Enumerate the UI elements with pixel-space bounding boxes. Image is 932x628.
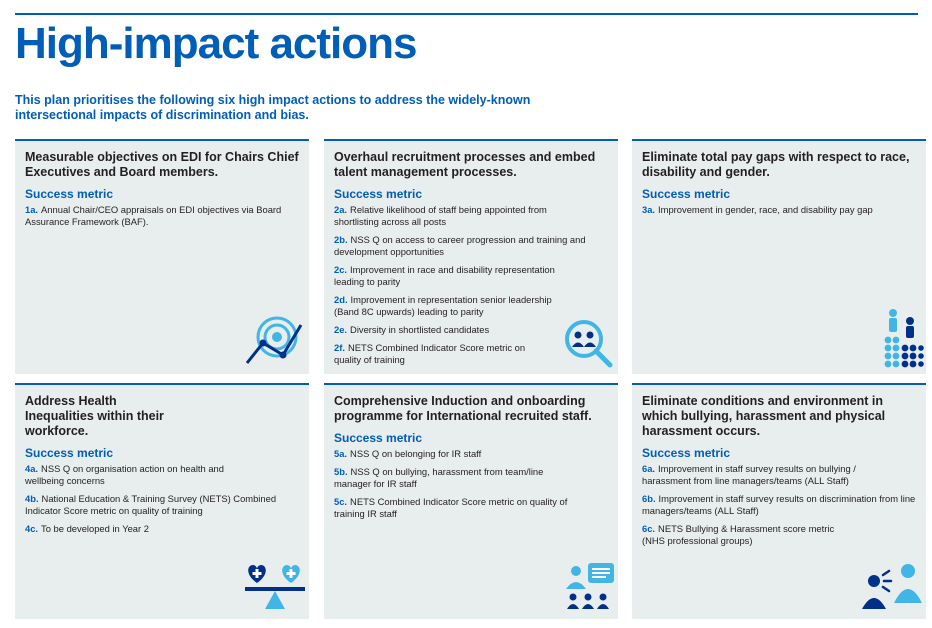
metric-number: 4b. [25,493,39,504]
metric-text: NSS Q on bullying, harassment from team/line manager for IR staff [334,466,544,489]
presenter-audience-icon [564,561,616,613]
metric-number: 6c. [642,523,656,534]
action-card-2 [324,139,618,374]
action-card-3 [632,139,926,374]
card-title: Measurable objectives on EDI for Chairs Chief Executives and Board members. [25,150,299,179]
metric-text: Improvement in representation senior leadership (Band 8C upwards) leading to parity [334,294,552,317]
metric-text: NETS Bullying & Harassment score metric (NHS professional groups) [642,523,835,546]
metric-item [334,496,579,520]
metric-text: NETS Combined Indicator Score metric on quality of training [334,342,526,365]
action-card-6 [632,383,926,619]
magnifier-people-icon [564,319,614,369]
target-graph-icon [243,315,305,367]
header-rule [15,13,918,15]
metric-item [25,204,299,228]
action-card-4 [15,383,309,619]
metric-item [334,324,564,336]
metric-number: 4c. [25,523,39,534]
metric-item [334,264,579,288]
metric-text: NSS Q on organisation action on health and wellbeing concerns [25,463,224,486]
metric-text: Improvement in race and disability representation leading to parity [334,264,555,287]
metric-number: 2f. [334,342,345,353]
metric-number: 1a. [25,204,39,215]
metric-number: 5c. [334,496,348,507]
metric-item [334,342,546,366]
metric-number: 4a. [25,463,39,474]
metric-number: 2e. [334,324,348,335]
metric-text: Annual Chair/CEO appraisals on EDI objectives via Board Assurance Framework (BAF). [25,204,282,227]
metric-number: 2d. [334,294,348,305]
metric-item [642,523,857,547]
success-metric-label: Success metric [25,187,114,201]
metric-text: NSS Q on belonging for IR staff [350,448,482,459]
metric-item [334,448,608,460]
card-title: Overhaul recruitment processes and embed talent management processes. [334,150,596,179]
metric-text: NETS Combined Indicator Score metric on quality of training IR staff [334,496,568,519]
metric-item [642,463,882,487]
page-title: High-impact actions [15,19,417,68]
people-coins-icon [880,307,924,369]
metric-number: 2b. [334,234,348,245]
metric-number: 2a. [334,204,348,215]
intro-text: This plan prioritises the following six high impact actions to address the widely-known intersectional impacts of discrimination and bias. [15,93,531,122]
card-title: Address Health Inequalities within their workforce. [25,394,164,438]
metric-text: National Education & Training Survey (NETS) Combined Indicator Score metric on quality of training [25,493,277,516]
metric-item [25,493,297,517]
metric-text: NSS Q on access to career progression and training and development opportunities [334,234,586,257]
metric-text: To be developed in Year 2 [41,523,149,534]
success-metric-label: Success metric [25,446,114,460]
metric-number: 3a. [642,204,656,215]
action-card-5 [324,383,618,619]
metric-item [25,523,299,535]
success-metric-label: Success metric [642,446,731,460]
metric-item [642,204,916,216]
metric-item [334,204,589,228]
action-card-1 [15,139,309,374]
card-title: Eliminate total pay gaps with respect to race, disability and gender. [642,150,910,179]
success-metric-label: Success metric [334,431,423,445]
success-metric-label: Success metric [334,187,423,201]
shouting-person-icon [860,561,924,613]
metric-text: Improvement in staff survey results on bullying / harassment from line managers/teams (ALL Staff) [642,463,856,486]
metric-text: Relative likelihood of staff being appointed from shortlisting across all posts [334,204,547,227]
health-balance-icon [243,561,307,613]
metric-item [334,294,574,318]
card-title: Comprehensive Induction and onboarding programme for International recruited staff. [334,394,592,423]
metric-number: 6a. [642,463,656,474]
metric-text: Diversity in shortlisted candidates [350,324,490,335]
metric-item [642,493,917,517]
metric-text: Improvement in gender, race, and disability pay gap [658,204,873,215]
metric-item [334,234,602,258]
success-metric-label: Success metric [642,187,731,201]
metric-number: 6b. [642,493,656,504]
metric-number: 2c. [334,264,348,275]
metric-item [334,466,569,490]
metric-number: 5a. [334,448,348,459]
metric-item [25,463,250,487]
card-title: Eliminate conditions and environment in which bullying, harassment and physical harassment occurs. [642,394,886,438]
metric-text: Improvement in staff survey results on discrimination from line managers/teams (ALL Staff) [642,493,916,516]
metric-number: 5b. [334,466,348,477]
